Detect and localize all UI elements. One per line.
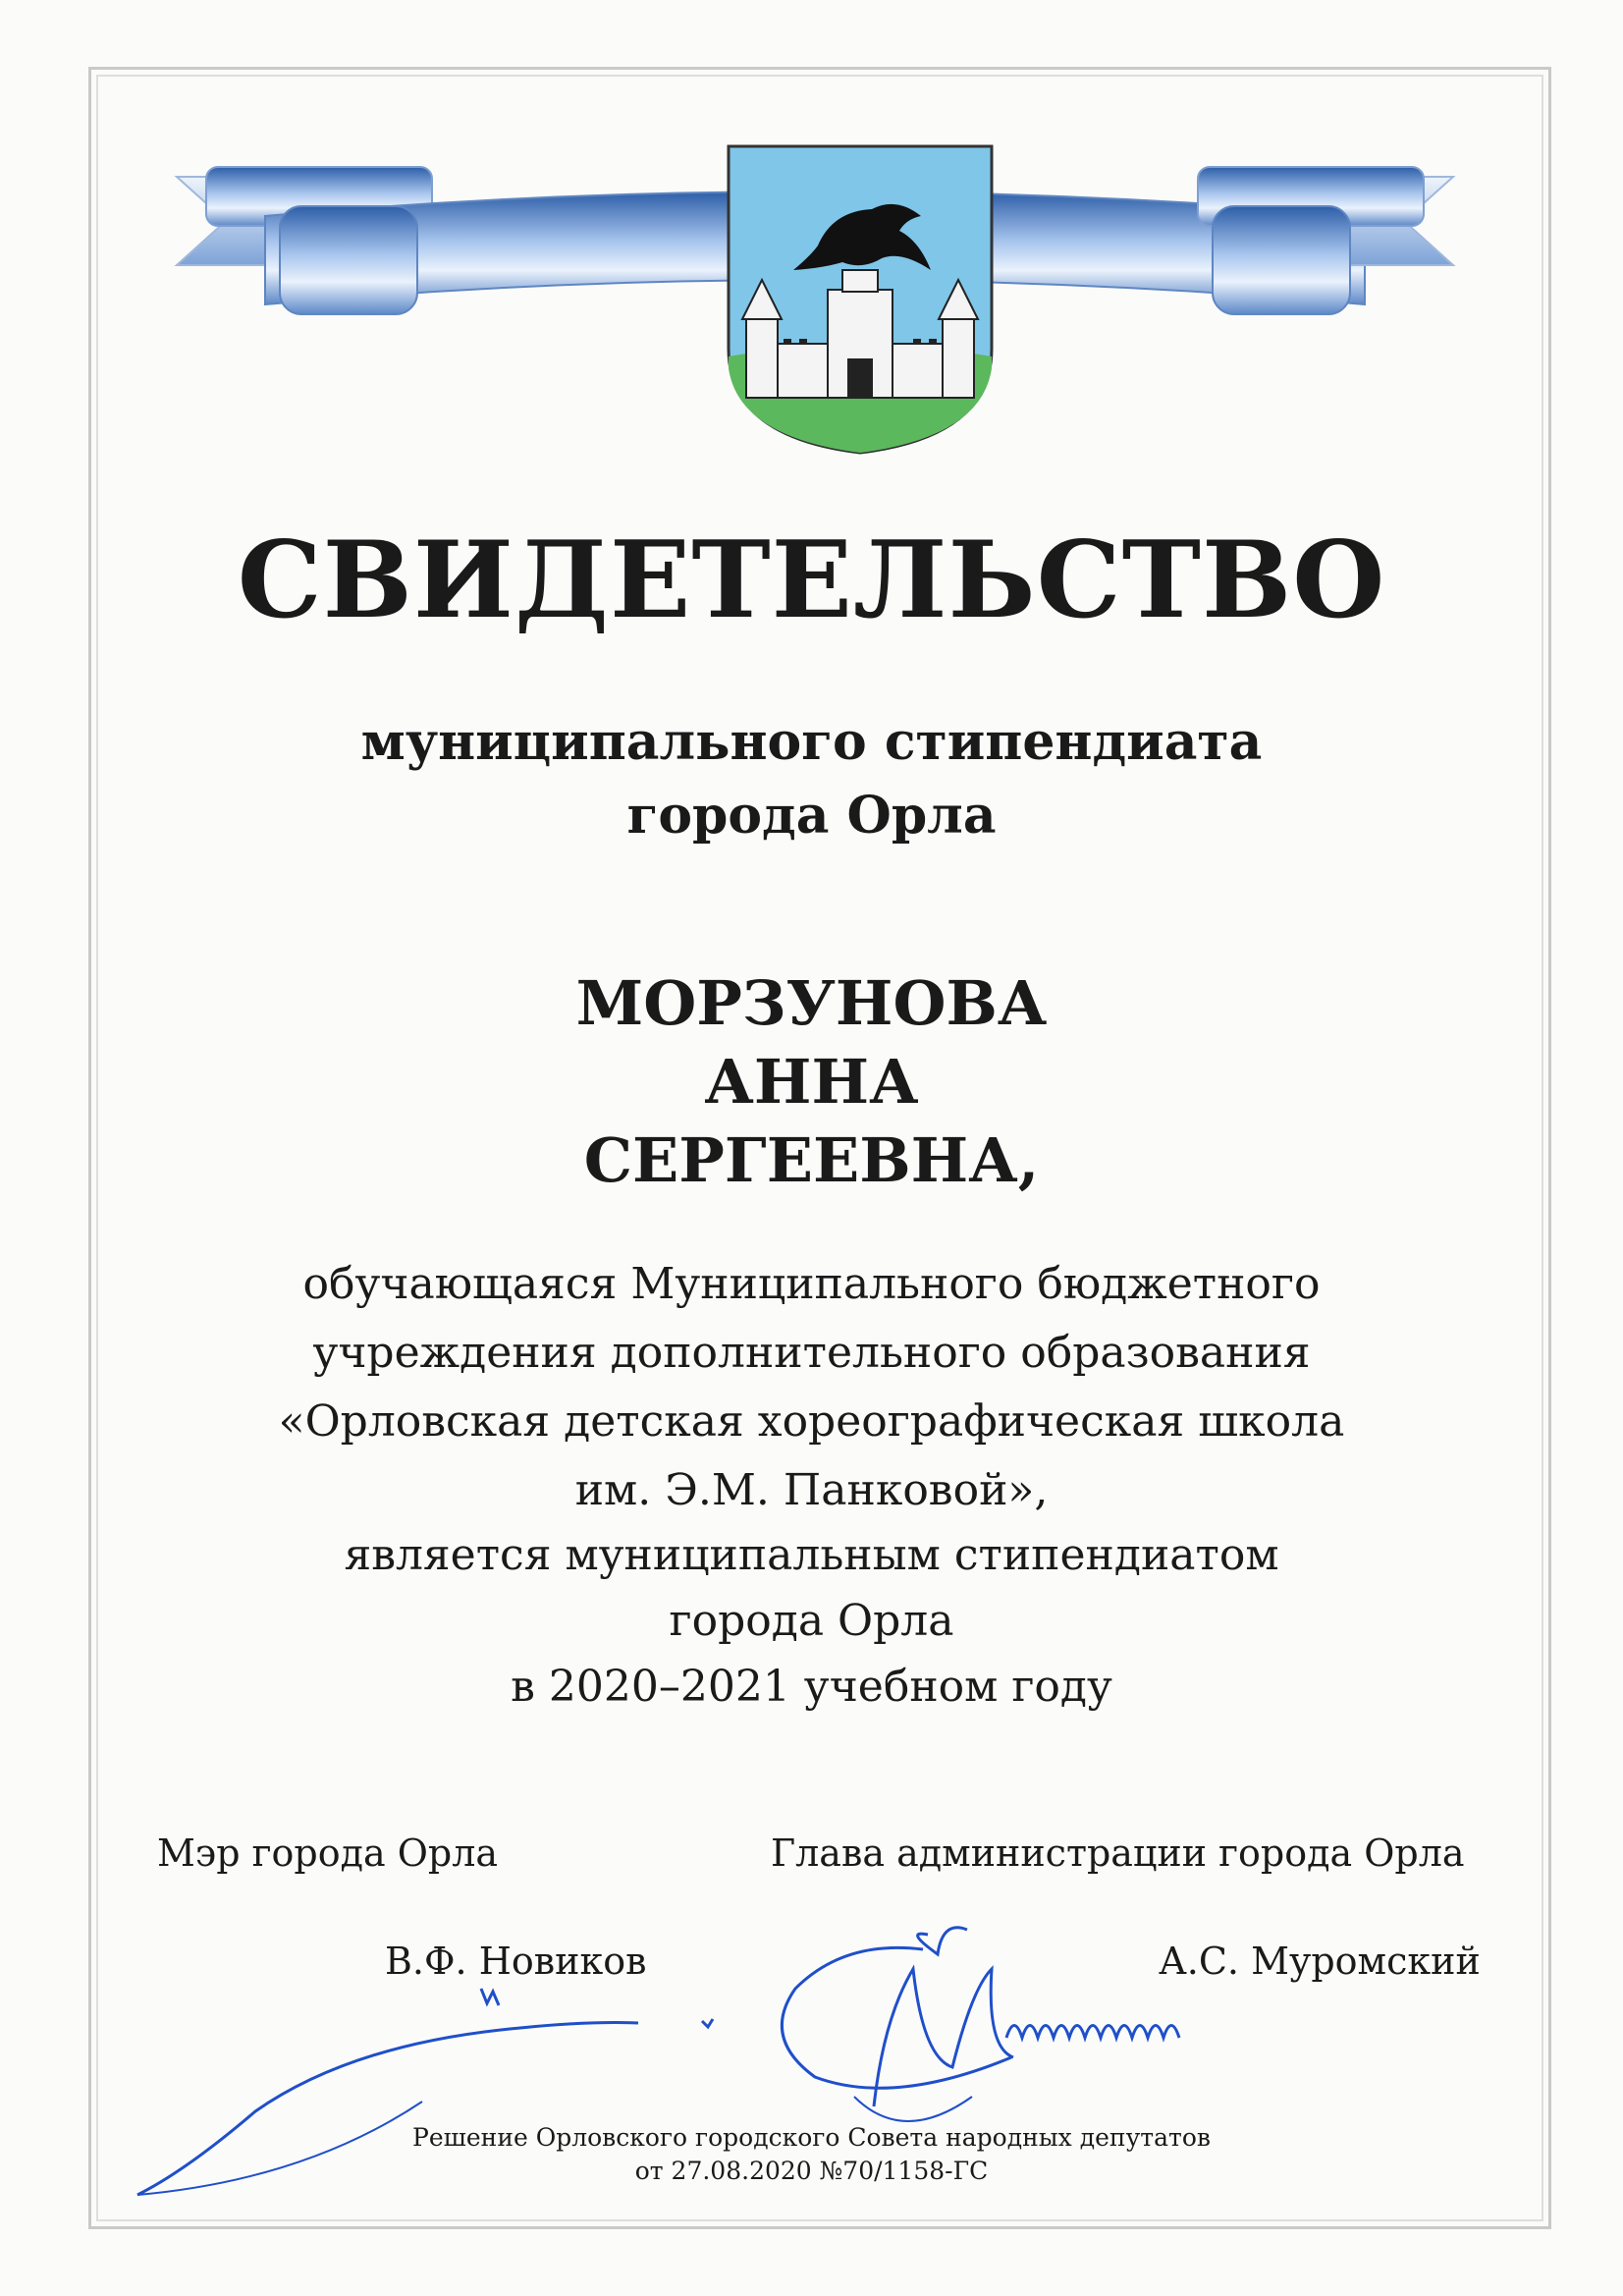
recipient-patronymic: СЕРГЕЕВНА, <box>583 1124 1040 1196</box>
right-signatory-position: Глава администрации города Орла <box>771 1831 1465 1875</box>
subtitle-line-2: города Орла <box>626 786 997 846</box>
body-line: в 2020–2021 учебном году <box>511 1662 1112 1712</box>
body-line: «Орловская детская хореографическая школа <box>278 1396 1345 1447</box>
right-handwritten-signature <box>756 1910 1247 2156</box>
certificate-title: СВИДЕТЕЛЬСТВО <box>237 519 1386 642</box>
left-signatory-name: В.Ф. Новиков <box>385 1940 647 1983</box>
decision-line-1: Решение Орловского городского Совета народных депутатов <box>412 2123 1211 2152</box>
body-line: им. Э.М. Панковой», <box>574 1465 1049 1515</box>
coat-of-arms-emblem <box>725 142 996 457</box>
body-line: учреждения дополнительного образования <box>312 1328 1311 1378</box>
subtitle-line-1: муниципального стипендиата <box>360 712 1263 772</box>
body-line: города Орла <box>669 1596 954 1646</box>
decision-line-2: от 27.08.2020 №70/1158-ГС <box>634 2157 989 2185</box>
right-signatory-name: А.С. Муромский <box>1159 1940 1481 1983</box>
recipient-surname: МОРЗУНОВА <box>575 967 1048 1039</box>
body-line: обучающаяся Муниципального бюджетного <box>302 1259 1321 1309</box>
left-signatory-position: Мэр города Орла <box>157 1831 498 1875</box>
body-line: является муниципальным стипендиатом <box>344 1530 1279 1580</box>
recipient-first-name: АННА <box>704 1046 919 1118</box>
